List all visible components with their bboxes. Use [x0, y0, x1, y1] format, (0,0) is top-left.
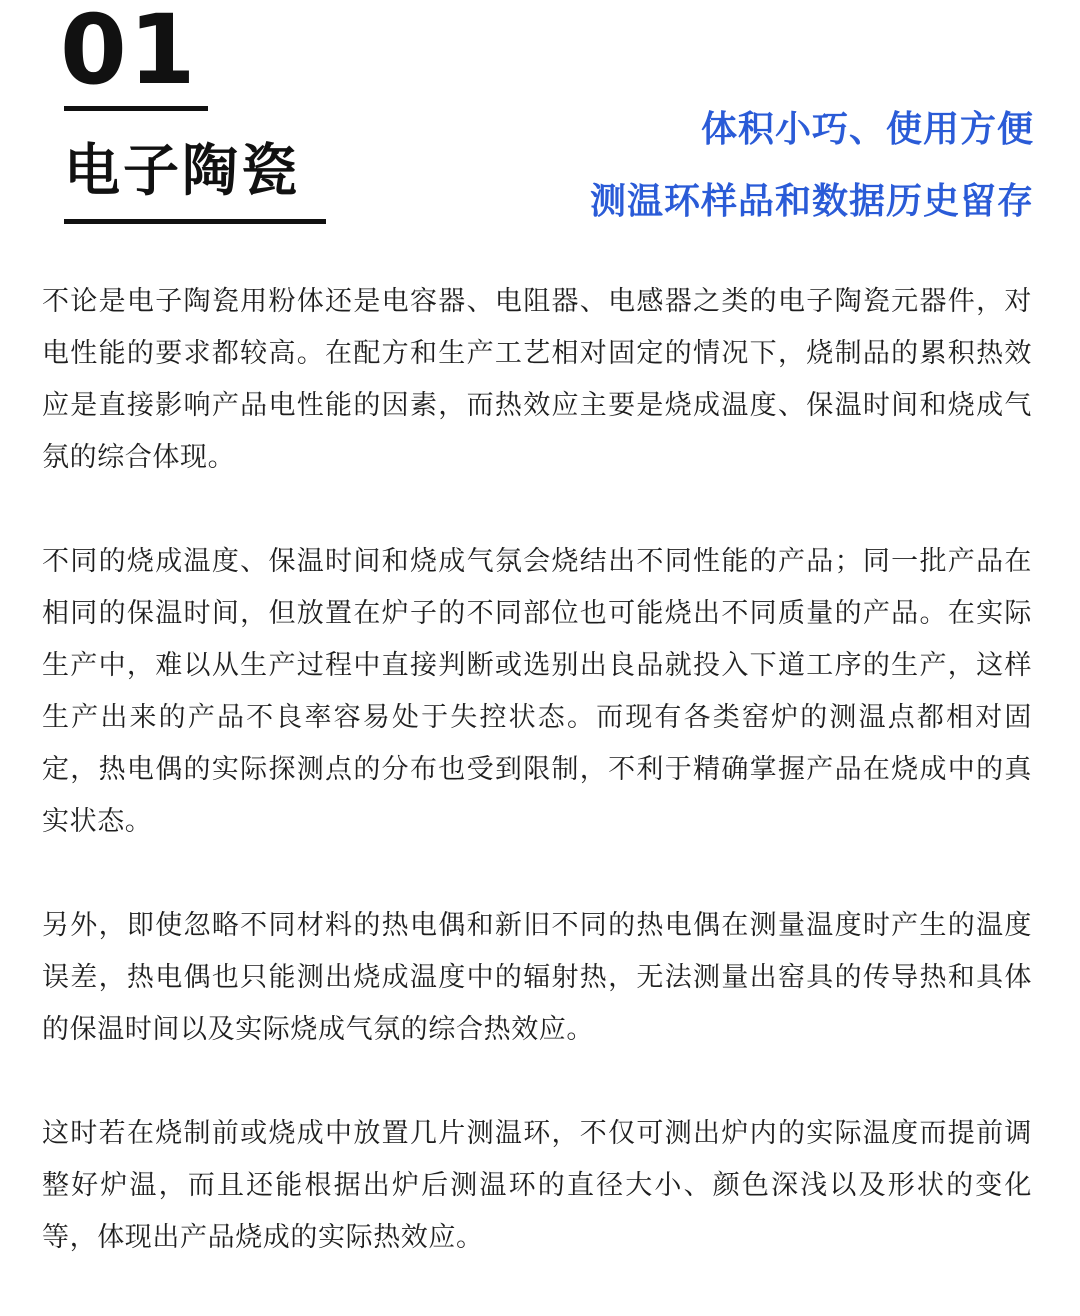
tagline-line-1: 体积小巧、使用方便 — [700, 109, 1034, 150]
tagline-line-2: 测温环样品和数据历史留存 — [589, 181, 1034, 222]
section-title: 电子陶瓷 — [64, 139, 300, 204]
paragraph-2: 不同的烧成温度、保温时间和烧成气氛会烧结出不同性能的产品；同一批产品在相同的保温时间，但放置在炉子的不同部位也可能烧出不同质量的产品。在实际生产中，难以从生产过程中直接判断或选别出良品就投入下道工序的生产，这样生产出来的产品不良率容易处于失控状态。而现有各类窑炉的测温点都相对固定，热电偶的实际探测点的分布也受到限制，不利于精确掌握产品在烧成中的真实状态。 — [42, 546, 1032, 837]
section-number: 01 — [60, 0, 198, 106]
paragraph-1: 不论是电子陶瓷用粉体还是电容器、电阻器、电感器之类的电子陶瓷元器件，对电性能的要求都较高。在配方和生产工艺相对固定的情况下，烧制品的累积热效应是直接影响产品电性能的因素，而热效应主要是烧成温度、保温时间和烧成气氛的综合体现。 — [42, 286, 1032, 473]
paragraph-4: 这时若在烧制前或烧成中放置几片测温环，不仅可测出炉内的实际温度而提前调整好炉温，而且还能根据出炉后测温环的直径大小、颜色深浅以及形状的变化等，体现出产品烧成的实际热效应。 — [42, 1118, 1032, 1253]
section-number-underline — [64, 106, 208, 111]
section-title-underline — [64, 219, 326, 224]
paragraph-3: 另外，即使忽略不同材料的热电偶和新旧不同的热电偶在测量温度时产生的温度误差，热电偶也只能测出烧成温度中的辐射热，无法测量出窑具的传导热和具体的保温时间以及实际烧成气氛的综合热效应。 — [42, 910, 1032, 1045]
body-content — [42, 276, 1032, 1316]
